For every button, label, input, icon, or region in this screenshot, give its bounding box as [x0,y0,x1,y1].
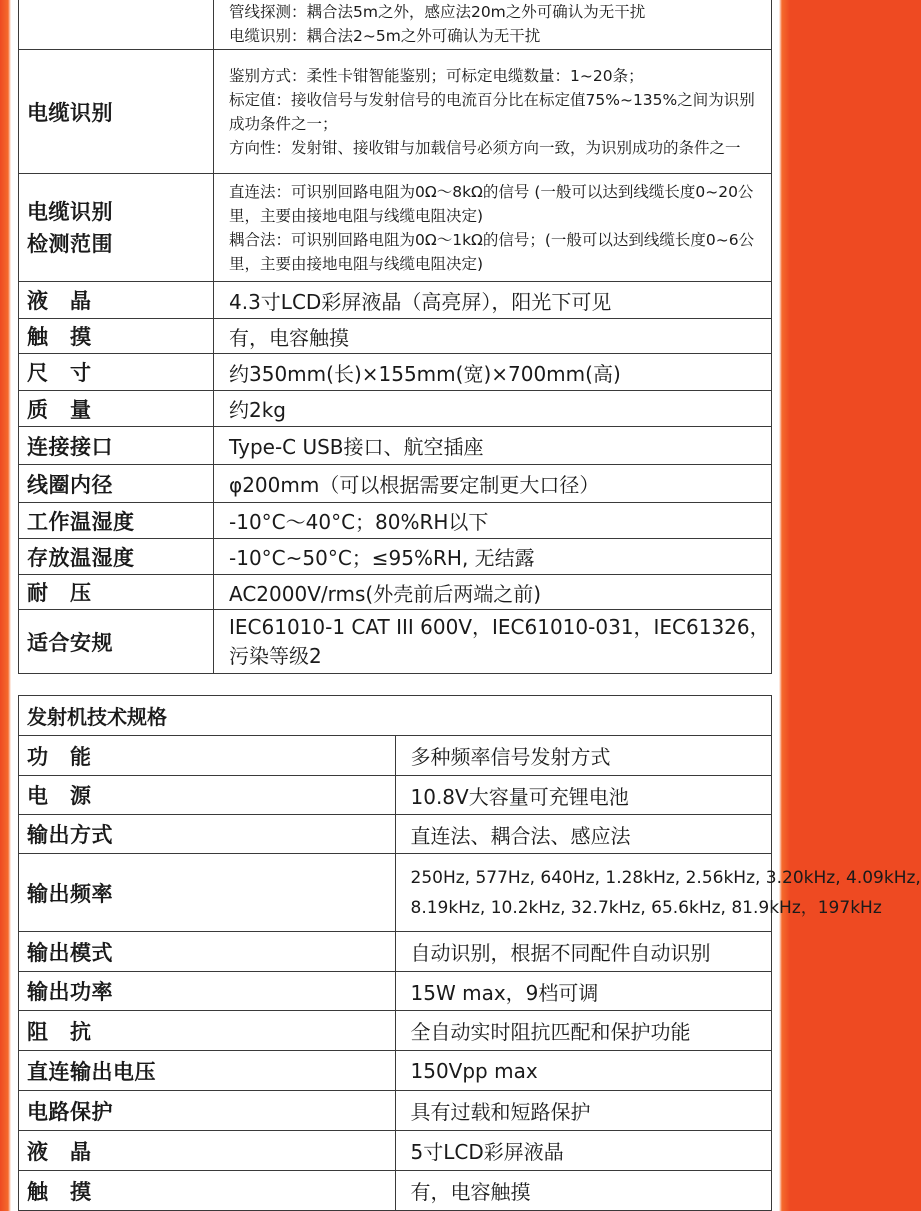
row-value: 具有过载和短路保护 [395,1091,772,1131]
row-value: 约350mm(长)×155mm(宽)×700mm(高) [214,354,772,391]
row-label: 适合安规 [19,610,214,674]
row-label: 输出模式 [19,932,396,972]
value-line: 标定值：接收信号与发射信号的电流百分比在标定值75%~135%之间为识别成功条件之一； [229,90,755,133]
table-row [19,391,772,427]
row-value: AC2000V/rms(外壳前后两端之前) [214,575,772,610]
table-row [19,736,772,776]
row-value: 4.3寸LCD彩屏液晶（高亮屏），阳光下可见 [214,282,772,319]
row-value [214,174,772,282]
row-label: 阻 抗 [19,1011,396,1051]
table-row [19,1091,772,1131]
table-row [19,815,772,854]
row-label: 功 能 [19,736,396,776]
row-label: 连接接口 [19,427,214,465]
row-value: 10.8V大容量可充锂电池 [395,776,772,815]
row-label: 输出方式 [19,815,396,854]
table-row [19,1171,772,1211]
row-label: 线圈内径 [19,465,214,503]
row-value: 有，电容触摸 [395,1171,772,1211]
row-label [19,174,214,282]
value-line: 方向性：发射钳、接收钳与加载信号必须方向一致，为识别成功的条件之一 [229,138,741,157]
row-value: 5寸LCD彩屏液晶 [395,1131,772,1171]
row-value: -10°C~50°C；≤95%RH, 无结露 [214,539,772,575]
row-value: 15W max，9档可调 [395,972,772,1011]
row-label: 触 摸 [19,1171,396,1211]
table-row [19,610,772,674]
row-label: 液 晶 [19,1131,396,1171]
value-line: 污染等级2 [229,643,322,668]
row-value: 直连法、耦合法、感应法 [395,815,772,854]
table-row [19,1131,772,1171]
row-label: 直连输出电压 [19,1051,396,1091]
row-label: 耐 压 [19,575,214,610]
row-label: 电缆识别 [19,50,214,174]
spec-table-continued [18,0,772,674]
table-row [19,1011,772,1051]
table-row [19,972,772,1011]
table-row [19,854,772,932]
row-label-line: 检测范围 [27,231,113,256]
row-label: 存放温湿度 [19,539,214,575]
transmitter-spec-table [18,695,921,1211]
table-row [19,0,772,50]
row-value [214,50,772,174]
row-label: 电 源 [19,776,396,815]
table-row [19,776,772,815]
table-row [19,282,772,319]
value-line: 8.19kHz, 10.2kHz, 32.7kHz, 65.6kHz, 81.9kHz，197kHz [410,897,882,918]
table-row [19,427,772,465]
row-label: 输出功率 [19,972,396,1011]
row-value: 多种频率信号发射方式 [395,736,772,776]
row-label: 质 量 [19,391,214,427]
row-value: -10°C～40°C；80%RH以下 [214,503,772,539]
row-value: Type-C USB接口、航空插座 [214,427,772,465]
section-header-row [19,696,772,736]
table-row [19,465,772,503]
value-line: 鉴别方式：柔性卡钳智能鉴别；可标定电缆数量：1~20条； [229,66,644,85]
row-label: 工作温湿度 [19,503,214,539]
table-row [19,503,772,539]
row-label: 液 晶 [19,282,214,319]
table-row [19,174,772,282]
value-line: 电缆识别：耦合法2~5m之外可确认为无干扰 [229,26,541,45]
row-label: 输出频率 [19,854,396,932]
row-label: 触 摸 [19,319,214,354]
value-line: IEC61010-1 CAT III 600V，IEC61010-031，IEC61326， [229,614,770,639]
row-value [395,854,921,932]
row-value: 约2kg [214,391,772,427]
table-row [19,354,772,391]
table-row [19,539,772,575]
value-line: 耦合法：可识别回路电阻为0Ω～1kΩ的信号；(一般可以达到线缆长度0~6公里，主要由接地电阻与线缆电阻决定) [229,230,755,273]
row-value: 有，电容触摸 [214,319,772,354]
value-line: 250Hz, 577Hz, 640Hz, 1.28kHz, 2.56kHz, 3.20kHz, 4.09kHz, [410,867,921,888]
row-value: 自动识别，根据不同配件自动识别 [395,932,772,972]
table-row [19,50,772,174]
row-label-line: 电缆识别 [27,199,113,224]
value-line: 管线探测：耦合法5m之外，感应法20m之外可确认为无干扰 [229,2,646,21]
row-value: φ200mm（可以根据需要定制更大口径） [214,465,772,503]
row-value [214,610,772,674]
row-value: 150Vpp max [395,1051,772,1091]
row-value [214,0,772,50]
row-label-empty [19,0,214,50]
value-line: 直连法：可识别回路电阻为0Ω～8kΩ的信号 (一般可以达到线缆长度0~20公里，主要由接地电阻与线缆电阻决定) [229,182,754,225]
row-label: 电路保护 [19,1091,396,1131]
section-title: 发射机技术规格 [19,696,772,736]
table-row [19,932,772,972]
table-row [19,319,772,354]
row-value: 全自动实时阻抗匹配和保护功能 [395,1011,772,1051]
table-row [19,1051,772,1091]
row-label: 尺 寸 [19,354,214,391]
table-row [19,575,772,610]
